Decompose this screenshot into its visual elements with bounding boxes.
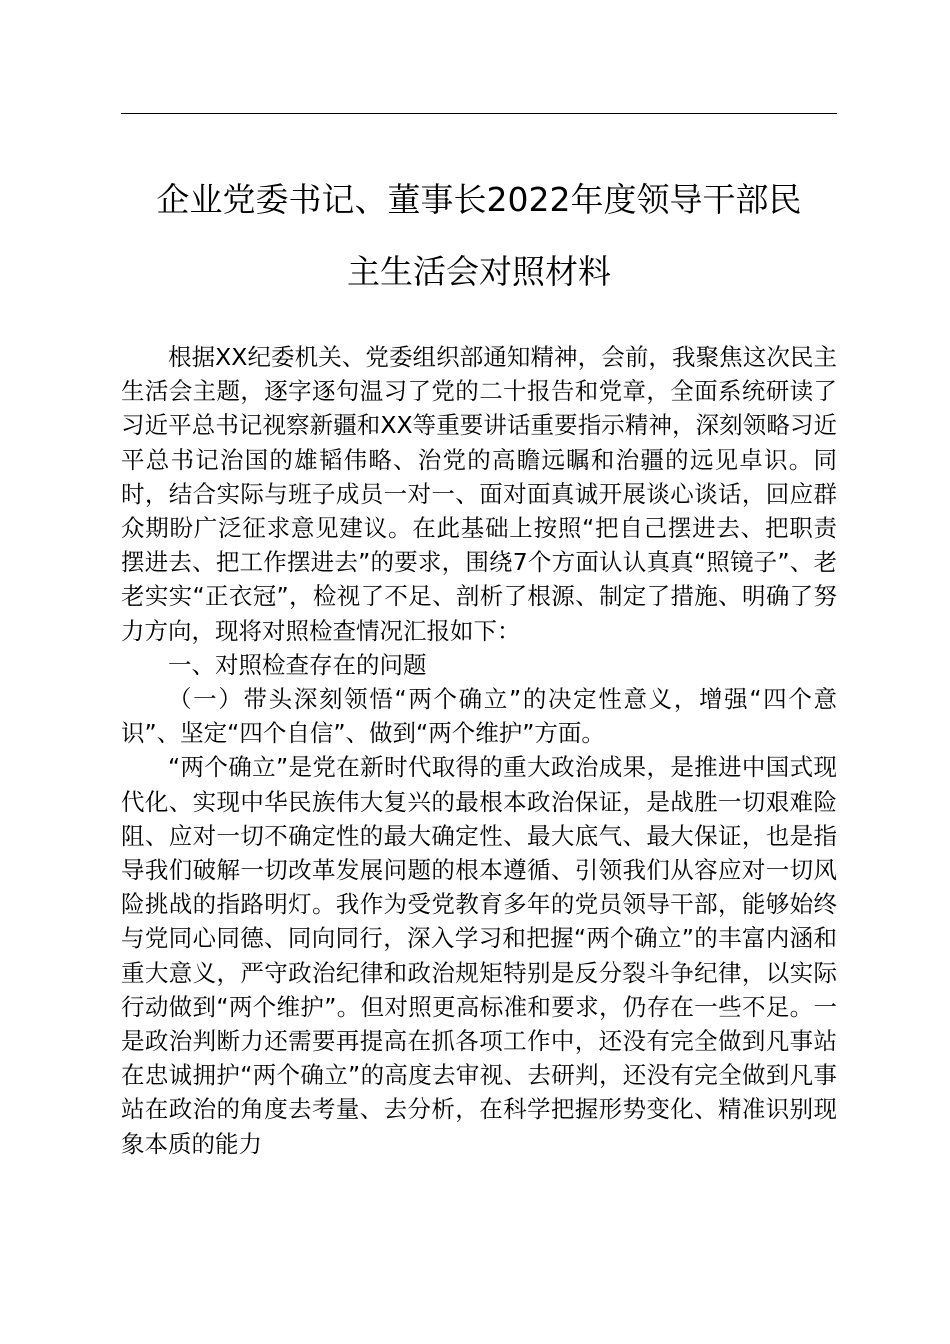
- body-paragraph: “两个确立”是党在新时代取得的重大政治成果，是推进中国式现代化、实现中华民族伟大复兴的最根本政治保证，是战胜一切艰难险阻、应对一切不确定性的最大确定性、最大底气、最大保证，也是指导我们破解一切改革发展问题的根本遵循、引领我们从容应对一切风险挑战的指路明灯。我作为受党教育多年的党员领导干部，能够始终与党同心同德、同向同行，深入学习和把握“两个确立”的丰富内涵和重大意义，严守政治纪律和政治规矩特别是反分裂斗争纪律，以实际行动做到“两个维护”。但对照更高标准和要求，仍存在一些不足。一是政治判断力还需要再提高在抓各项工作中，还没有完全做到凡事站在忠诚拥护“两个确立”的高度去审视、去研判，还没有完全做到凡事站在政治的角度去考量、去分析，在科学把握形势变化、精准识别现象本质的能力: [121, 753, 837, 1158]
- subsection-heading: （一）带头深刻领悟“两个确立”的决定性意义，增强“四个意识”、坚定“四个自信”、做到“两个维护”方面。: [121, 685, 837, 748]
- document-body: [121, 340, 837, 1161]
- header-rule: [121, 113, 837, 114]
- title-line-2: 主生活会对照材料: [347, 252, 611, 291]
- section-heading: 一、对照检查存在的问题: [168, 650, 427, 679]
- intro-paragraph: 根据XX纪委机关、党委组织部通知精神，会前，我聚焦这次民主生活会主题，逐字逐句温习了党的二十报告和党章，全面系统研读了习近平总书记视察新疆和XX等重要讲话重要指示精神，深刻领略习近平总书记治国的雄韬伟略、治党的高瞻远瞩和治疆的远见卓识。同时，结合实际与班子成员一对一、面对面真诚开展谈心谈话，回应群众期盼广泛征求意见建议。在此基础上按照“把自己摆进去、把职责摆进去、把工作摆进去”的要求，围绕7个方面认认真真“照镜子”、老老实实“正衣冠”，检视了不足、剖析了根源、制定了措施、明确了努力方向，现将对照检查情况汇报如下：: [121, 343, 837, 645]
- title-line-1: 企业党委书记、董事长2022年度领导干部民: [156, 180, 802, 219]
- document-title: [121, 164, 837, 308]
